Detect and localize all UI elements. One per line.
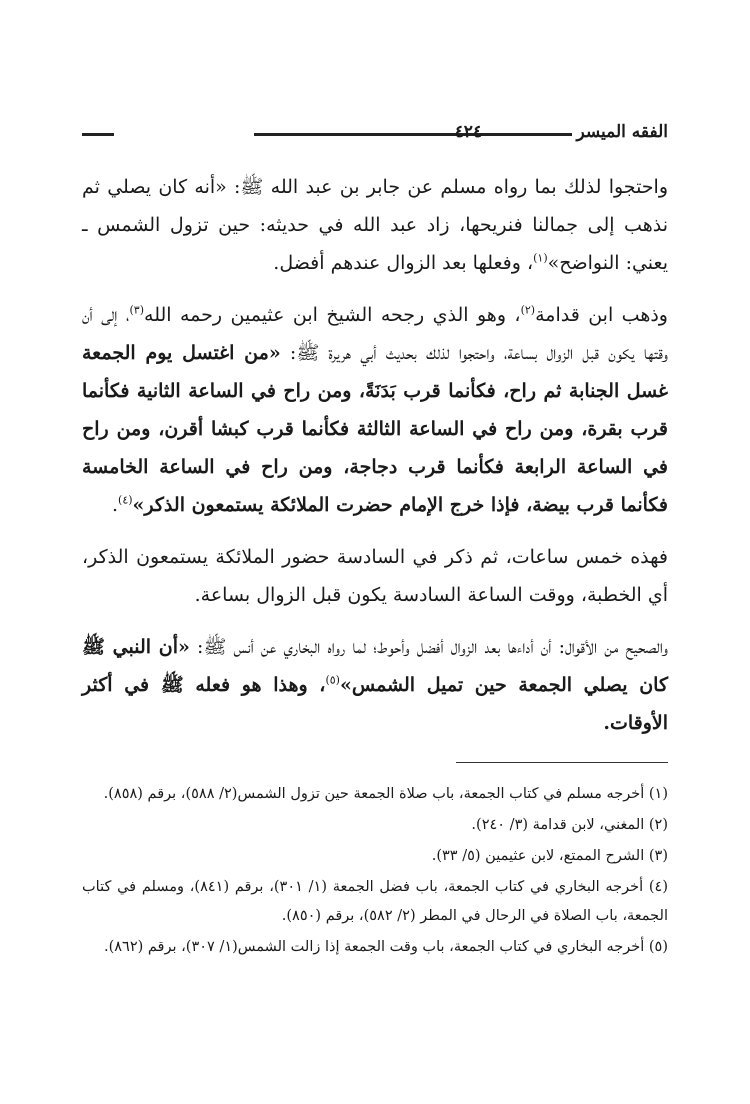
paragraph-1 bbox=[82, 168, 668, 282]
page-number: ٤٢٤ bbox=[454, 122, 482, 142]
hadith-anas: «أن النبي ﷺ كان يصلي الجمعة حين تميل الشمس» bbox=[82, 636, 668, 696]
paragraph-1-end: ، وفعلها بعد الزوال عندهم أفضل. bbox=[273, 252, 534, 274]
paragraph-4 bbox=[82, 628, 668, 742]
footnote-item: (٢) المغني، لابن قدامة (٣/ ٢٤٠). bbox=[471, 817, 668, 833]
footnote-ref-2[interactable]: (٢) bbox=[520, 303, 536, 317]
running-title: الفقه الميسر bbox=[576, 122, 668, 142]
paragraph-3: فهذه خمس ساعات، ثم ذكر في السادسة حضور الملائكة يستمعون الذكر، أي الخطبة، ووقت الساعة السادسة يكون قبل الزوال بساعة. bbox=[82, 546, 668, 606]
footnote-item: (٣) الشرح الممتع، لابن عثيمين (٥/ ٣٣). bbox=[431, 848, 668, 864]
footnotes bbox=[82, 780, 668, 964]
footnote-separator bbox=[456, 762, 668, 763]
hadith-abu-hurayra: «من اغتسل يوم الجمعة غسل الجنابة ثم راح، فكأنما قرب بَدَنَةً، ومن راح في الساعة الثانية فكأنما قرب بقرة، ومن راح في الساعة الثالثة فكأنما قرب كبشا أقرن، ومن راح في الساعة الرابعة فكأنما قرب دجاجة، ومن راح في الساعة الخامسة فكأنما قرب بيضة، فإذا خرج الإمام حضرت الملائكة يستمعون الذكر» bbox=[82, 342, 668, 516]
paragraph-1-text: واحتجوا لذلك بما رواه مسلم عن جابر بن عبد الله ﷺ: «أنه كان يصلي ثم نذهب إلى جمالنا فنريحها، زاد عبد الله في حديثه: حين تزول الشمس ـ يعني: النواضح» bbox=[82, 176, 668, 274]
paragraph-4-end: ، وهذا هو فعله ﷺ في أكثر الأوقات. bbox=[82, 674, 668, 734]
paragraph-2-lead: ، إلى أن وقتها يكون قبل الزوال بساعة، واحتجوا لذلك بحديث أبي هريرة ﷺ: bbox=[82, 304, 669, 364]
footnote-ref-3[interactable]: (٣) bbox=[129, 303, 145, 317]
footnote-item: (٥) أخرجه البخاري في كتاب الجمعة، باب وقت الجمعة إذا زالت الشمس(١/ ٣٠٧)، برقم (٨٦٢). bbox=[103, 939, 668, 955]
footnote-item: (٤) أخرجه البخاري في كتاب الجمعة، باب فضل الجمعة (١/ ٣٠١)، برقم (٨٤١)، ومسلم في كتاب الجمعة، باب الصلاة في الرحال في المطر (٢/ ٥٨٢)، برقم (٨٥٠). bbox=[82, 879, 668, 924]
header-rule-end bbox=[82, 133, 114, 136]
page-header bbox=[82, 118, 668, 148]
footnote-ref-1[interactable]: (١) bbox=[533, 251, 548, 265]
paragraph-4-intro: والصحيح من الأقوال: أن أداءها بعد الزوال أفضل وأحوط؛ لما رواه البخاري عن أنس ﷺ: bbox=[189, 636, 668, 658]
footnote-item: (١) أخرجه مسلم في كتاب الجمعة، باب صلاة الجمعة حين تزول الشمس(٢/ ٥٨٨)، برقم (٨٥٨). bbox=[103, 786, 668, 802]
footnote-ref-5[interactable]: (٥) bbox=[325, 673, 340, 687]
main-text bbox=[82, 168, 668, 756]
footnote-ref-4[interactable]: (٤) bbox=[118, 493, 133, 507]
header-rule bbox=[254, 133, 572, 136]
paragraph-2-mid: ، وهو الذي رجحه الشيخ ابن عثيمين رحمه الله bbox=[144, 304, 521, 326]
paragraph-2: وذهب ابن قدامة$^{(٢)}$، وهو الذي رجحه الشيخ ابن عثيمين رحمه الله$^{(٣)}$، إلى أن وقتها يكون قبل الزوال بساعة، واحتجوا لذلك بحديث أبي هريرة ﷺ: «من اغتسل يوم الجمعة غسل الجنابة ثم راح، فكأنما قرب بَدَنَةً، ومن راح في الساعة الثانية فكأنما قرب بقرة، ومن راح في الساعة الثالثة فكأنما قرب كبشا أقرن، ومن راح في الساعة الرابعة فكأنما قرب دجاجة، ومن راح في الساعة الخامسة فكأنما قرب بيضة، فإذا خرج الإمام حضرت الملائكة يستمعون الذكر»$^{(٤)}$. bbox=[82, 303, 669, 516]
paragraph-2-intro: وذهب ابن قدامة bbox=[535, 304, 668, 326]
